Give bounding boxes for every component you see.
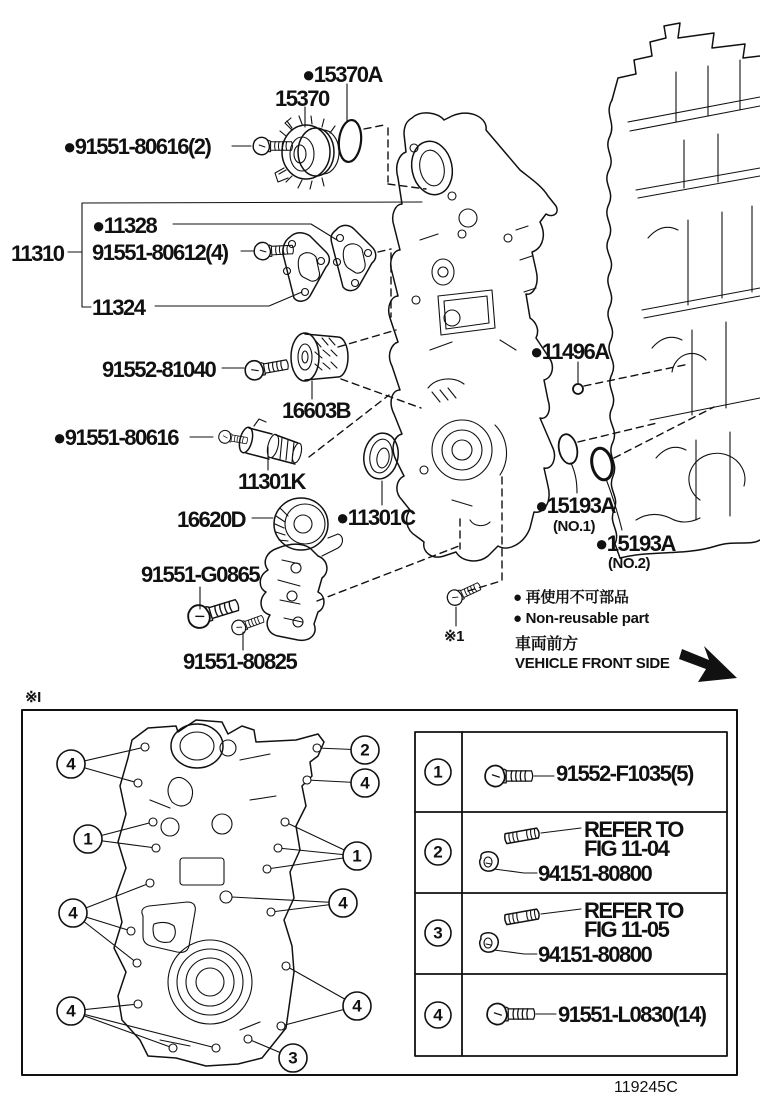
detail-callout-circles [57, 736, 379, 1072]
callout-number: 4 [66, 1001, 76, 1021]
legend-nonreusable-jp: ● 再使用不可部品 [513, 589, 629, 606]
table-part-number: 91551-L0830(14) [558, 1002, 706, 1027]
label-15193a-no2: ●15193A [595, 531, 675, 556]
label-11301k: 11301K [238, 469, 305, 494]
label-11324: 11324 [92, 295, 145, 320]
legend-front-jp: 車両前方 [515, 636, 578, 653]
label-16603b: 16603B [282, 398, 351, 423]
callout-number: 4 [352, 996, 362, 1016]
label-91551-80616-2: ●91551-80616(2) [63, 134, 211, 159]
tensioner-drawing [260, 498, 342, 640]
label-91551-g0865: 91551-G0865 [141, 562, 260, 587]
gaskets-drawing [283, 225, 376, 301]
callout-number: 2 [360, 740, 370, 760]
callout-number: 4 [68, 903, 78, 923]
oring-15193a-no1-drawing [556, 432, 580, 465]
label-91552-81040: 91552-81040 [102, 357, 216, 382]
table-refer-line: REFER TO [584, 817, 683, 842]
label-ref-star1: ※1 [444, 628, 464, 645]
callout-number: 4 [66, 754, 76, 774]
label-91551-80616: ●91551-80616 [53, 425, 178, 450]
table-row-number: 1 [433, 762, 443, 782]
legend-nonreusable-en: ● Non-reusable part [513, 610, 649, 627]
label-11310: 11310 [11, 241, 64, 266]
table-part-number: 91552-F1035(5) [556, 761, 693, 786]
oring-15370a-drawing [337, 119, 363, 163]
oring-11496a-drawing [573, 384, 583, 394]
label-15370a: ●15370A [302, 62, 382, 87]
idler-sprocket-drawing [291, 333, 348, 381]
label-15193a-no1-sub: (NO.1) [553, 518, 595, 535]
table-refer-line: REFER TO [584, 898, 683, 923]
vehicle-front-arrow [679, 646, 737, 682]
table-row-number: 3 [433, 923, 443, 943]
timing-cover-drawing [389, 113, 557, 561]
callout-number: 1 [352, 846, 362, 866]
label-16620d: 16620D [177, 507, 246, 532]
table-row-number: 4 [433, 1005, 443, 1025]
engine-block-drawing [607, 23, 760, 558]
label-15193a-no2-sub: (NO.2) [608, 555, 650, 572]
label-15370: 15370 [275, 86, 329, 111]
table-refer-line: FIG 11-05 [584, 917, 669, 942]
detail-callout-leaders [71, 747, 365, 1058]
label-11301c: ●11301C [336, 505, 415, 530]
table-part-number: 94151-80800 [538, 942, 652, 967]
callout-number: 1 [83, 829, 93, 849]
figure-code: 119245C [614, 1079, 678, 1096]
table-refer-line: FIG 11-04 [584, 836, 669, 861]
callout-number: 4 [360, 773, 370, 793]
callout-number: 3 [288, 1048, 298, 1068]
label-11328: ●11328 [92, 213, 157, 238]
legend-front-en: VEHICLE FRONT SIDE [515, 655, 670, 672]
table-part-number: 94151-80800 [538, 861, 652, 886]
label-15193a-no1: ●15193A [535, 493, 615, 518]
bolt-holes [127, 743, 321, 1052]
callout-number: 4 [338, 893, 348, 913]
label-91551-80612-4: 91551-80612(4) [92, 240, 228, 265]
water-inlet-drawing [275, 116, 339, 189]
label-11496a: ●11496A [530, 339, 609, 364]
table-row-number: 2 [433, 842, 443, 862]
label-91551-80825: 91551-80825 [183, 649, 297, 674]
detail-box-ref: ※I [25, 689, 41, 706]
